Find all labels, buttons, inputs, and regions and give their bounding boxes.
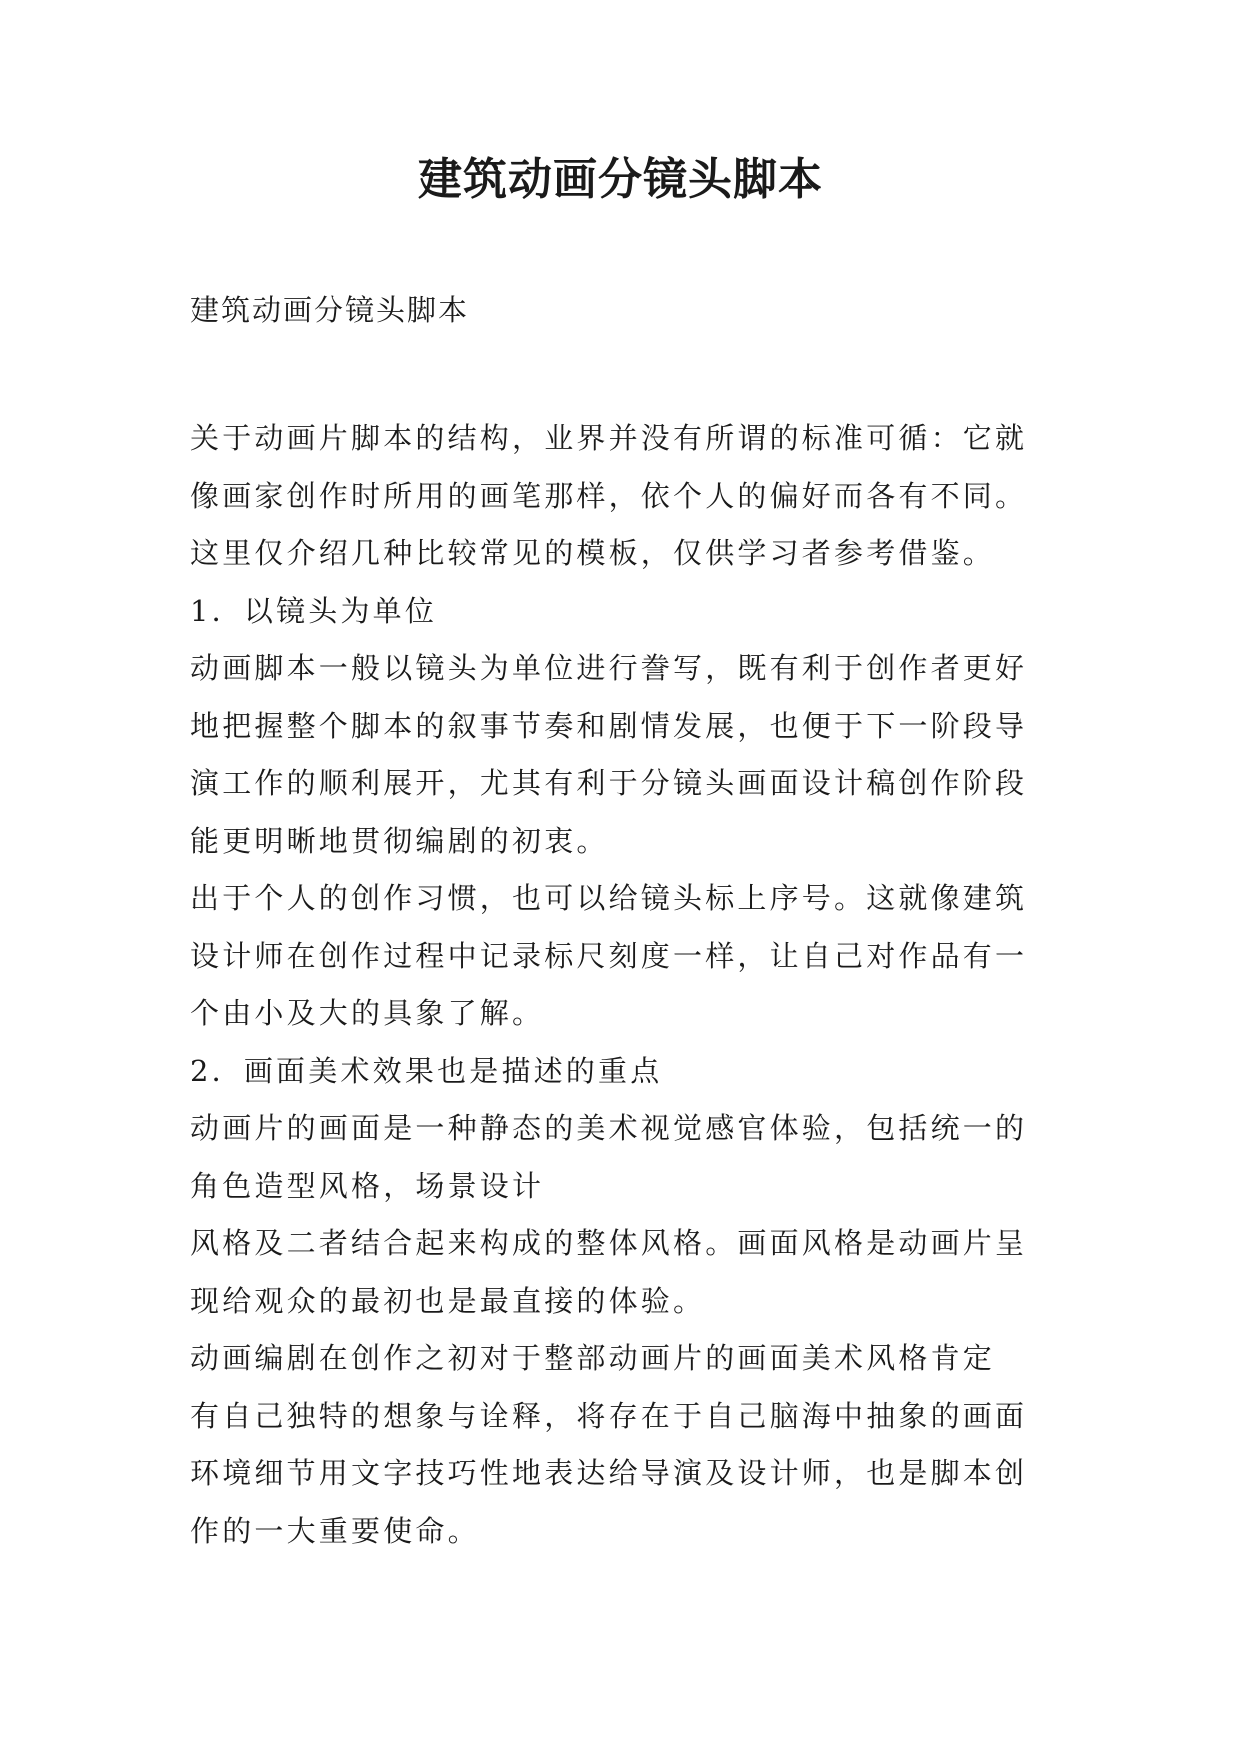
body-line: 动画脚本一般以镜头为单位进行誊写，既有利于创作者更好 <box>190 651 1028 685</box>
body-line: 环境细节用文字技巧性地表达给导演及设计师，也是脚本创 <box>190 1456 1028 1490</box>
body-line: 角色造型风格，场景设计 <box>190 1168 545 1203</box>
document-subtitle: 建筑动画分镜头脚本 <box>190 293 470 327</box>
page-title: 建筑动画分镜头脚本 <box>418 154 823 205</box>
body-line: 作的一大重要使命。 <box>190 1513 480 1548</box>
document-body <box>190 410 1090 1560</box>
section-heading: 1．以镜头为单位 <box>190 593 438 628</box>
body-line: 动画编剧在创作之初对于整部动画片的画面美术风格肯定 <box>190 1341 996 1375</box>
body-line: 地把握整个脚本的叙事节奏和剧情发展，也便于下一阶段导 <box>190 708 1028 743</box>
body-line: 现给观众的最初也是最直接的体验。 <box>190 1283 706 1318</box>
body-line: 动画片的画面是一种静态的美术视觉感官体验，包括统一的 <box>190 1111 1028 1145</box>
body-line: 出于个人的创作习惯，也可以给镜头标上序号。这就像建筑 <box>190 881 1028 915</box>
body-line: 演工作的顺利展开，尤其有利于分镜头画面设计稿创作阶段 <box>190 766 1028 800</box>
body-line: 风格及二者结合起来构成的整体风格。画面风格是动画片呈 <box>190 1226 1028 1260</box>
body-line: 像画家创作时所用的画笔那样，依个人的偏好而各有不同。 <box>190 478 1028 513</box>
body-line: 个由小及大的具象了解。 <box>190 996 545 1030</box>
body-line: 这里仅介绍几种比较常见的模板，仅供学习者参考借鉴。 <box>190 536 996 570</box>
body-line: 关于动画片脚本的结构，业界并没有所谓的标准可循：它就 <box>190 421 1028 455</box>
body-line: 有自己独特的想象与诠释，将存在于自己脑海中抽象的画面 <box>190 1398 1028 1433</box>
body-line: 能更明晰地贯彻编剧的初衷。 <box>190 823 609 858</box>
body-line: 设计师在创作过程中记录标尺刻度一样，让自己对作品有一 <box>190 938 1028 973</box>
section-heading: 2．画面美术效果也是描述的重点 <box>190 1053 663 1088</box>
